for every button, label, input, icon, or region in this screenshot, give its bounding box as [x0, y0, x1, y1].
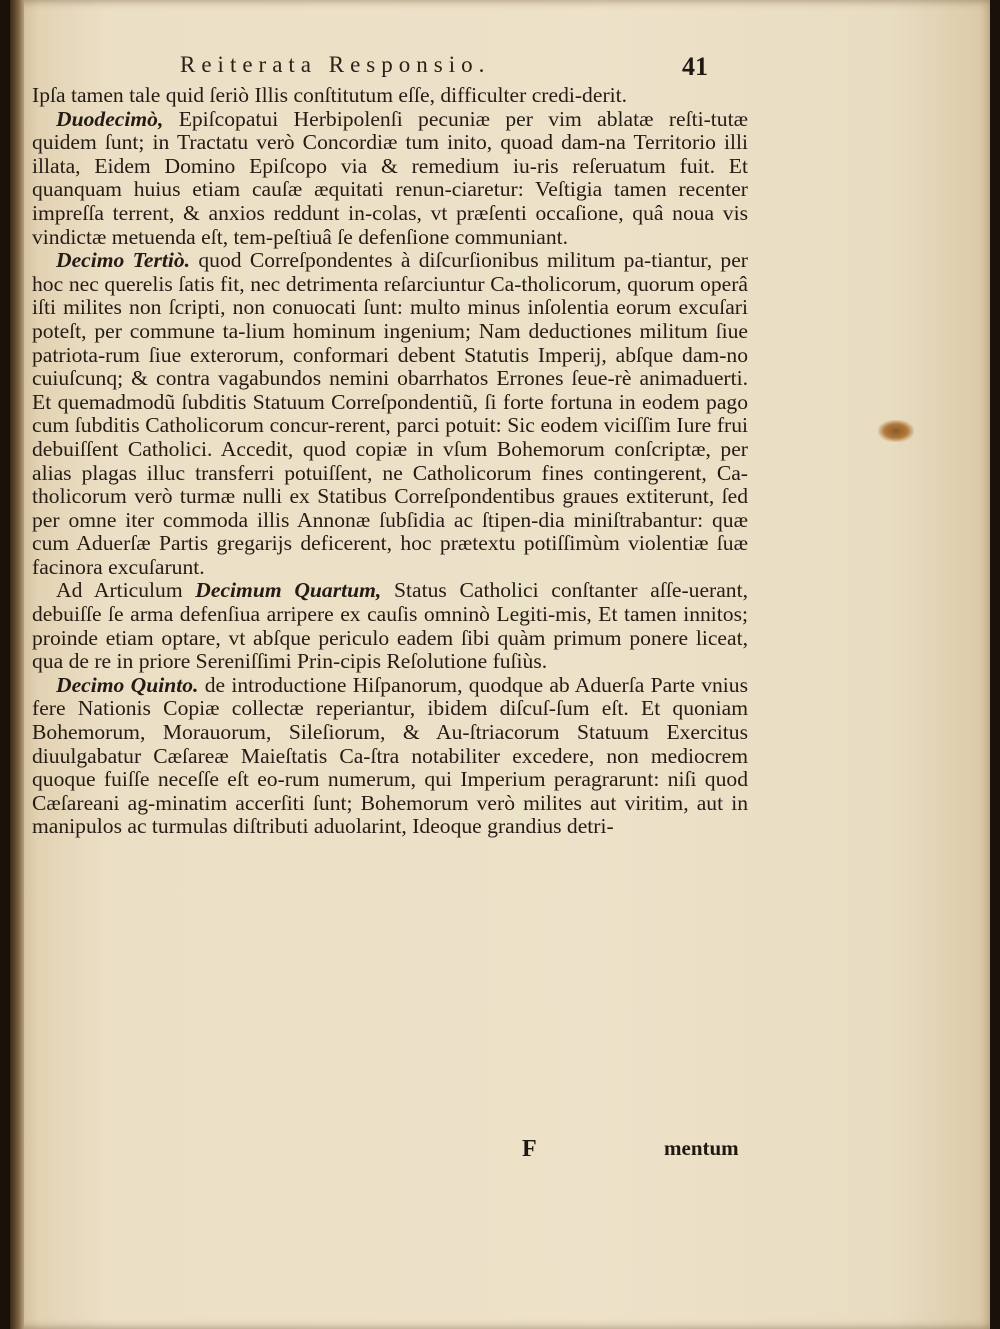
signature-mark: F	[522, 1136, 537, 1162]
paragraph-5-label: Decimo Quinto.	[56, 672, 199, 697]
paragraph-5-text: de introductione Hiſpanorum, quodque ab Aduerſa Parte vnius fere Nationis Copiæ collectæ reperiantur, ibidem diſcuſ-ſum eſt. Et quoniam Bohemorum, Morauorum, Sileſiorum, & Au-ſtriacorum Statuum Exercitus diuulgabatur Cæſareæ Maieſtatis Ca-ſtra notabiliter excedere, non mediocrem quoque fuiſſe neceſſe eſt eo-rum numerum, qui Imperium peragrarunt: niſi quod Cæſareani ag-minatim accerſiti ſunt; Bohemorum verò milites aut viritim, aut in manipulos ac turmulas diſtributi aduolarint, Ideoque grandius detri-	[32, 672, 749, 839]
paragraph-4-label: Decimum Quartum,	[195, 578, 382, 603]
paragraph-2	[32, 108, 748, 250]
catchword: mentum	[664, 1136, 739, 1160]
binding-edge	[10, 0, 24, 1329]
paragraph-1	[32, 84, 748, 108]
paragraph-4-text: Status Catholici conſtanter aſſe-uerant, debuiſſe ſe arma defenſiua arripere ex cauſis omninò Legiti-mis, Et tamen innitos; proinde etiam optare, vt abſque periculo eadem ſibi quàm primum ponere liceat, qua de re in priore Sereniſſimi Prin-cipis Reſolutione fuſiùs.	[32, 578, 748, 674]
paragraph-4-lead: Ad Articulum	[56, 578, 183, 603]
paragraph-3-label: Decimo Tertiò.	[56, 248, 191, 273]
body-text	[32, 84, 748, 839]
paragraph-5	[32, 674, 748, 839]
paragraph-1-text: Ipſa tamen tale quid ſeriò Illis conſtitutum eſſe, difficulter credi-derit.	[32, 83, 628, 107]
running-title: Reiterata Responsio.	[180, 52, 491, 77]
paragraph-3	[32, 249, 748, 579]
paragraph-2-label: Duodecimò,	[56, 106, 164, 131]
paragraph-2-text: Epiſcopatui Herbipolenſi pecuniæ per vim ablatæ reſti-tutæ quidem ſunt; in Tractatu verò Concordiæ tum inito, quoad dam-na Territorio illi illata, Eidem Domino Epiſcopo via & remedium iu-ris reſeruatum fuit. Et quanquam huius etiam cauſæ æquitati renun-ciaretur: Veſtigia tamen recenter impreſſa terrent, & anxios reddunt in-colas, vt præſenti occaſione, quâ noua vis vindictæ metuenda eſt, tem-peſtiuâ ſe defenſione communiant.	[32, 106, 748, 249]
ink-blot	[878, 420, 914, 442]
book-page	[10, 0, 990, 1329]
page-footer	[10, 1136, 990, 1168]
paragraph-3-text: quod Correſpondentes à diſcurſionibus militum pa-tiantur, per hoc nec querelis ſatis fit, nec detrimenta reſarciuntur Ca-tholicorum, quorum operâ iſti milites non ſcripti, non conuocati ſunt: multo minus inſolentia eorum excuſari poteſt, per commune ta-lium hominum ingenium; Nam deductiones militum ſiue patriota-rum ſiue exterorum, conformari debent Statutis Imperij, abſque dam-no cuiuſcunq; & contra vagabundos nemini obarrhatos Errones ſeue-rè animaduerti. Et quemadmodũ ſubditis Statuum Correſpondentiũ, ſi forte fortuna in eodem pago cum ſubditis Catholicorum concur-rerent, parci potuit: Sic eodem viciſſim Iure frui debuiſſent Catholici. Accedit, quod copiæ in vſum Bohemorum conſcriptæ, per alias plagas illuc transferri potuiſſent, ne Catholicorum fines contingerent, Ca-tholicorum verò turmæ nulli ex Statibus Correſpondentibus graues extiterunt, ſed per omne iter commoda illis Annonæ ſubſidia ac ſtipen-dia miniſtrabantur: quæ cum Aduerſæ Partis gregarijs deficerent, hoc prætextu potiſſimùm violentiæ ſuæ facinora excuſarunt.	[32, 248, 748, 579]
page-number: 41	[682, 52, 708, 81]
paragraph-4	[32, 579, 748, 673]
